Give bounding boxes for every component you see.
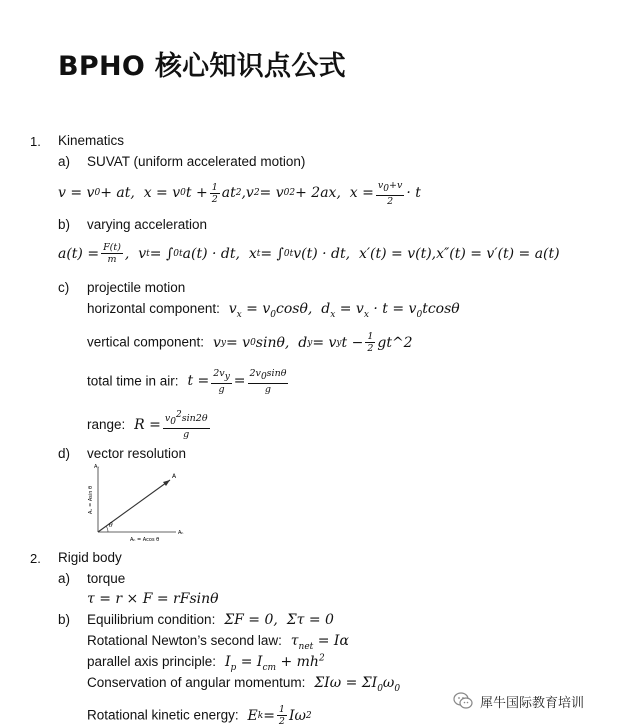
y-axis-label: Aᵥ bbox=[94, 464, 100, 470]
sub-1b-label: varying acceleration bbox=[87, 217, 208, 232]
rotational-ke-formula: E k = $\frac{1}{2}$ Iω 2 bbox=[243, 704, 312, 727]
angular-momentum-label: Conservation of angular momentum: bbox=[87, 675, 306, 690]
newton-rotational-label: Rotational Newton’s second law: bbox=[87, 633, 282, 648]
rotational-ke-row bbox=[87, 704, 312, 727]
time-in-air-row bbox=[87, 368, 290, 395]
sub-1c-label: projectile motion bbox=[87, 280, 186, 295]
angular-momentum-formula: $\Sigma I\omega = \Sigma I_0\omega_0$ bbox=[309, 675, 401, 694]
equilibrium-formula: ΣF = 0, Στ = 0 bbox=[219, 612, 334, 628]
parallel-axis-label: parallel axis principle: bbox=[87, 654, 217, 669]
x-component-label: Aₕ = Acos θ bbox=[130, 537, 160, 543]
newton-rotational-row bbox=[87, 632, 349, 652]
vertical-component-row bbox=[87, 331, 413, 354]
sub-1a-label: SUVAT (uniform accelerated motion) bbox=[87, 154, 306, 169]
range-formula: R = $\frac{v_0^2\sin 2\theta}{g}$ bbox=[129, 410, 208, 441]
sub-2a-letter: a) bbox=[58, 571, 71, 586]
angular-momentum-row bbox=[87, 674, 400, 694]
x-axis-label: Aₕ bbox=[178, 530, 184, 536]
section-2-title: Rigid body bbox=[58, 550, 122, 565]
equilibrium-row bbox=[87, 611, 334, 629]
watermark bbox=[452, 690, 584, 712]
angle-arc bbox=[106, 526, 108, 532]
range-row bbox=[87, 410, 212, 440]
vector-a-label: A bbox=[172, 473, 177, 480]
vector-resolution-diagram bbox=[84, 464, 194, 544]
sub-1d-letter: d) bbox=[58, 446, 71, 461]
time-in-air-label: total time in air: bbox=[87, 373, 179, 389]
torque-formula: τ = r × F = rFsinθ bbox=[87, 591, 219, 607]
sub-2b-letter: b) bbox=[58, 612, 71, 627]
sub-1a-letter: a) bbox=[58, 154, 71, 169]
sub-1d-label: vector resolution bbox=[87, 446, 187, 461]
angle-label: θ bbox=[109, 522, 113, 529]
sub-1c-letter: c) bbox=[58, 280, 70, 295]
vertical-component-formula: v y = v 0 sinθ, d y = v y t − $\frac{1}{2}$ gt^2 bbox=[208, 331, 413, 354]
vector-a-arrowhead bbox=[163, 480, 170, 486]
section-2-number: 2. bbox=[30, 551, 41, 566]
newton-rotational-formula: $\tau_{net} = I\alpha$ bbox=[286, 633, 349, 652]
watermark-text: 犀牛国际教育培训 bbox=[480, 694, 585, 710]
sub-2a-label: torque bbox=[87, 571, 126, 586]
vertical-component-label: vertical component: bbox=[87, 334, 205, 350]
horizontal-component-row bbox=[87, 300, 460, 320]
sub-1b-letter: b) bbox=[58, 217, 71, 232]
range-label: range: bbox=[87, 417, 126, 433]
rotational-ke-label: Rotational kinetic energy: bbox=[87, 707, 239, 723]
parallel-axis-row bbox=[87, 653, 325, 673]
section-1-number: 1. bbox=[30, 134, 41, 149]
horizontal-component-label: horizontal component: bbox=[87, 301, 220, 316]
horizontal-component-formula: $v_x = v_0\cos\theta$, $d_x = v_x \cdot t = v_0tcos\theta$ bbox=[224, 301, 460, 320]
y-component-label: Aᵥ = Asin θ bbox=[88, 485, 94, 514]
varying-acceleration-equations: a(t) = $\frac{F(t)}{m}$ , v t = ∫ 0 t a(t) · dt, x t = ∫ 0 t v(t) · dt, x′(t) = v(t),x″(t) = v′(t) = a(t) bbox=[58, 242, 560, 265]
suvat-equations: v = v 0 + at, x = v 0 t + $\frac{1}{2}$ at 2 ,v 2 = v 0 2 + 2ax, x = $\frac{v_0+v}{2}$ · t bbox=[58, 180, 421, 207]
parallel-axis-formula: $I_p = I_{cm} + mh^2$ bbox=[220, 653, 325, 673]
section-1-title: Kinematics bbox=[58, 133, 125, 148]
time-in-air-formula: t = $\frac{2v_y}{g}$ = $\frac{2v_0\sin\theta}{g}$ bbox=[183, 368, 287, 395]
wechat-icon bbox=[452, 690, 474, 712]
equilibrium-label: Equilibrium condition: bbox=[87, 612, 216, 627]
page-title: BPHO 核心知识点公式 bbox=[58, 51, 346, 82]
